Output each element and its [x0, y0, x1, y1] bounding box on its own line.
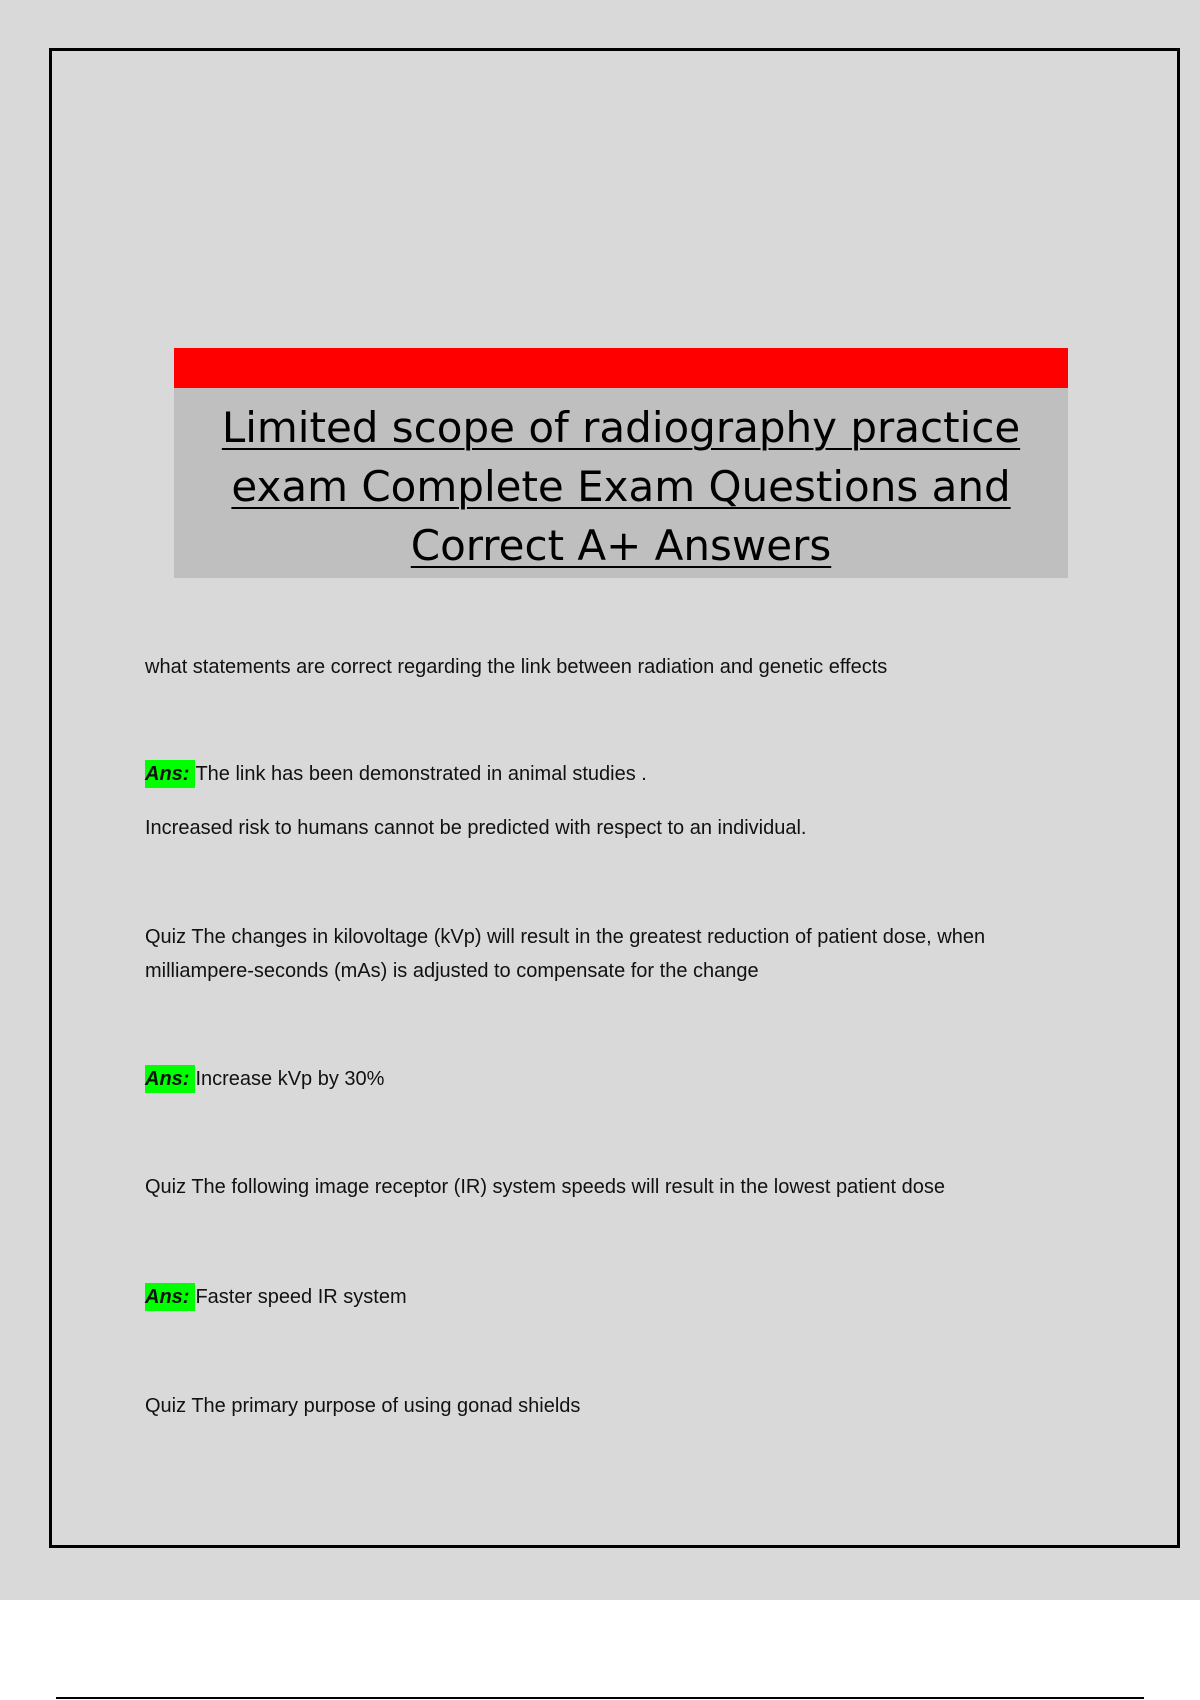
answer-label: Ans:: [145, 1065, 195, 1093]
answer-label: Ans:: [145, 760, 195, 788]
question-1: what statements are correct regarding the link between radiation and genetic effects: [145, 656, 888, 678]
title-box: [174, 348, 1068, 578]
answer-1-continuation: Increased risk to humans cannot be predicted with respect to an individual.: [145, 817, 807, 839]
page-frame: [49, 48, 1180, 1548]
question-2: Quiz The changes in kilovoltage (kVp) will result in the greatest reduction of patient dose, when milliampere-seconds (mAs) is adjusted to compensate for the change: [145, 926, 986, 982]
question-4: Quiz The primary purpose of using gonad shields: [145, 1395, 581, 1417]
title-red-bar: [174, 348, 1068, 388]
answer-1-text: The link has been demonstrated in animal studies .: [195, 763, 647, 785]
answer-label: Ans:: [145, 1283, 195, 1311]
answer-3-text: Faster speed IR system: [195, 1286, 407, 1308]
answer-3: [145, 1280, 1095, 1314]
footer-rule: [56, 1697, 1144, 1699]
answer-2-text: Increase kVp by 30%: [195, 1068, 385, 1090]
question-3: Quiz The following image receptor (IR) system speeds will result in the lowest patient dose: [145, 1176, 945, 1198]
document-title: Limited scope of radiography practice exam Complete Exam Questions and Correct A+ Answers: [221, 403, 1021, 570]
answer-2: [145, 1062, 1095, 1096]
answer-1: [145, 757, 1095, 791]
